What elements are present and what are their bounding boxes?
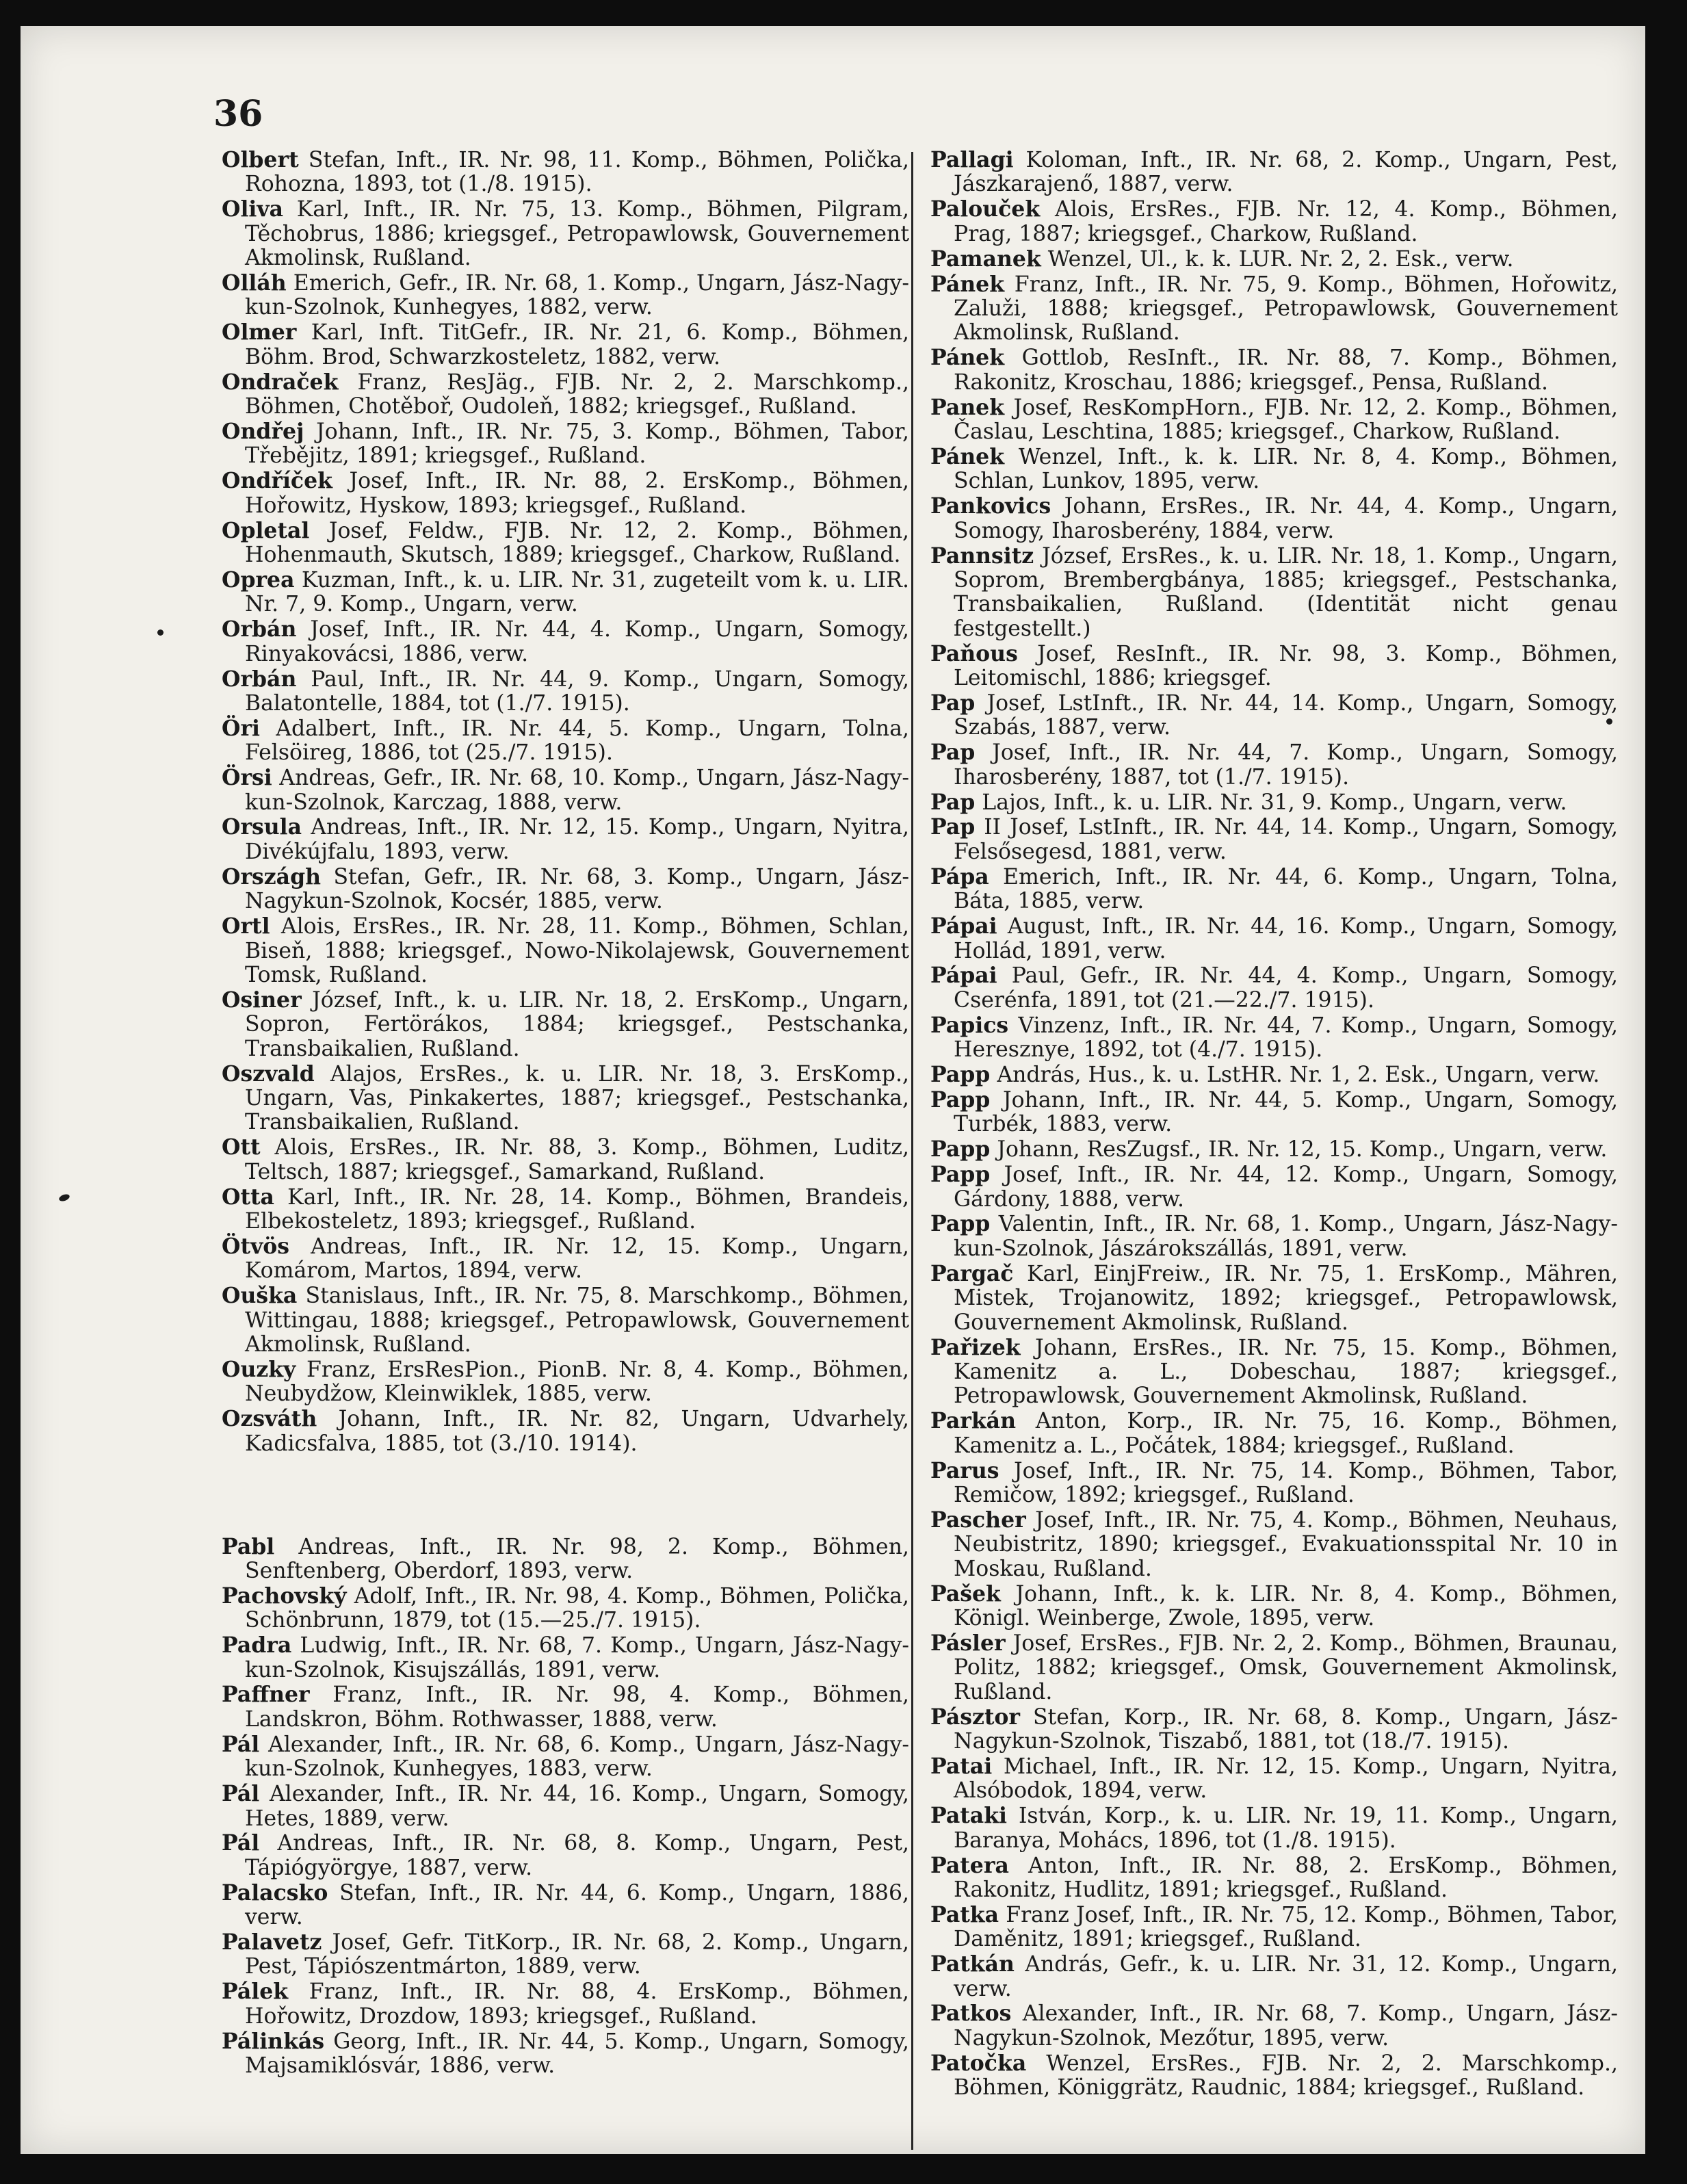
entry-details: Josef, Gefr. TitKorp., IR. Nr. 68, 2. Komp., Ungarn, Pest, Tápiószentmárton, 1889, verw. bbox=[245, 1930, 909, 1979]
entry-surname: Pašek bbox=[930, 1581, 1001, 1607]
register-entry bbox=[222, 197, 909, 270]
entry-surname: Ott bbox=[222, 1134, 261, 1160]
entry-details: August, Inft., IR. Nr. 44, 16. Komp., Ungarn, Somogy, Hollád, 1891, verw. bbox=[954, 914, 1618, 963]
register-entry bbox=[222, 1732, 909, 1782]
entry-details: Alois, ErsRes., FJB. Nr. 12, 4. Komp., Böhmen, Prag, 1887; kriegsgef., Charkow, Rußland. bbox=[954, 197, 1618, 246]
entry-surname: Pap bbox=[930, 814, 976, 840]
register-entry bbox=[222, 1633, 909, 1682]
entry-details: Paul, Inft., IR. Nr. 44, 9. Komp., Ungarn, Somogy, Balatontelle, 1884, tot (1./7. 1915). bbox=[245, 666, 910, 716]
entry-surname: Patera bbox=[930, 1852, 1009, 1878]
entry-surname: Pál bbox=[222, 1830, 260, 1856]
register-entry bbox=[930, 1804, 1618, 1853]
entry-surname: Palouček bbox=[930, 196, 1041, 222]
entry-surname: Orbán bbox=[222, 616, 297, 642]
register-entry bbox=[930, 395, 1618, 445]
entry-details: Franz, ErsResPion., PionB. Nr. 8, 4. Komp., Böhmen, Neubydžow, Kleinwiklek, 1885, verw. bbox=[245, 1357, 909, 1407]
entry-surname: Pap bbox=[930, 740, 976, 766]
register-entry bbox=[222, 1234, 909, 1284]
register-entry bbox=[222, 1284, 909, 1357]
entry-details: Georg, Inft., IR. Nr. 44, 5. Komp., Ungarn, Somogy, Majsamiklósvár, 1886, verw. bbox=[245, 2029, 909, 2079]
register-entry bbox=[930, 544, 1618, 642]
register-entry bbox=[222, 370, 909, 419]
entry-details: Andreas, Inft., IR. Nr. 12, 15. Komp., Ungarn, Nyitra, Divékújfalu, 1893, verw. bbox=[245, 815, 909, 864]
entry-surname: Pargač bbox=[930, 1260, 1014, 1286]
entry-details: Alajos, ErsRes., k. u. LIR. Nr. 18, 3. ErsKomp., Ungarn, Vas, Pinkakertes, 1887; kriegsgef., Pestschanka, Transbaikalien, Rußland. bbox=[245, 1061, 909, 1135]
entry-surname: Parus bbox=[930, 1457, 999, 1483]
entry-details: Josef, Inft., IR. Nr. 44, 7. Komp., Ungarn, Somogy, Iharosberény, 1887, tot (1./7. 1915). bbox=[954, 740, 1619, 790]
entry-details: Michael, Inft., IR. Nr. 12, 15. Komp., Ungarn, Nyitra, Alsóbodok, 1894, verw. bbox=[954, 1754, 1619, 1804]
entry-details: Karl, EinjFreiw., IR. Nr. 75, 1. ErsKomp., Mähren, Mistek, Trojanowitz, 1892; kriegsgef., Petropawlowsk, Gouvernement Akmolinsk, Rußland. bbox=[954, 1261, 1618, 1335]
register-entry bbox=[930, 2051, 1618, 2101]
scan-speck bbox=[157, 629, 164, 636]
register-entry bbox=[930, 865, 1618, 914]
entry-surname: Pařizek bbox=[930, 1334, 1021, 1360]
register-entry bbox=[930, 1262, 1618, 1335]
entry-details: Karl, Inft., IR. Nr. 28, 14. Komp., Böhmen, Brandeis, Elbekosteletz, 1893; kriegsgef., Rußland. bbox=[245, 1184, 909, 1234]
entry-surname: Pachovský bbox=[222, 1583, 347, 1609]
register-entry bbox=[222, 1831, 909, 1880]
entry-surname: Otta bbox=[222, 1184, 274, 1210]
entry-surname: Pásler bbox=[930, 1630, 1006, 1656]
entry-details: Josef, Inft., IR. Nr. 75, 4. Komp., Böhmen, Neuhaus, Neubistritz, 1890; kriegsgef., Evakuationsspital Nr. 10 in Moskau, Rußland. bbox=[954, 1507, 1619, 1581]
entry-details: Alexander, Inft., IR. Nr. 44, 16. Komp., Ungarn, Somogy, Hetes, 1889, verw. bbox=[245, 1782, 909, 1831]
entry-details: Johann, Inft., IR. Nr. 44, 5. Komp., Ungarn, Somogy, Turbék, 1883, verw. bbox=[954, 1087, 1619, 1137]
register-entry bbox=[222, 419, 909, 469]
entry-details: Stanislaus, Inft., IR. Nr. 75, 8. Marschkomp., Böhmen, Wittingau, 1888; kriegsgef., Petropawlowsk, Gouvernement Akmolinsk, Rußland. bbox=[245, 1284, 909, 1357]
entry-surname: Pál bbox=[222, 1731, 260, 1757]
register-entry bbox=[222, 1979, 909, 2029]
entry-details: Franz Josef, Inft., IR. Nr. 75, 12. Komp., Böhmen, Tabor, Daměnitz, 1891; kriegsgef., Rußland. bbox=[954, 1902, 1618, 1952]
entry-details: Josef, Inft., IR. Nr. 44, 4. Komp., Ungarn, Somogy, Rinyakovácsi, 1886, verw. bbox=[245, 617, 909, 666]
register-entry bbox=[222, 1881, 909, 1930]
register-entry bbox=[930, 691, 1618, 740]
register-entry bbox=[222, 1185, 909, 1234]
register-entry bbox=[222, 1135, 909, 1184]
entry-surname: Pankovics bbox=[930, 493, 1051, 519]
register-entry bbox=[930, 1336, 1618, 1409]
entry-details: Koloman, Inft., IR. Nr. 68, 2. Komp., Ungarn, Pest, Jászkarajenő, 1887, verw. bbox=[954, 148, 1619, 197]
entry-surname: Ondříček bbox=[222, 468, 332, 494]
entry-details: Emerich, Gefr., IR. Nr. 68, 1. Komp., Ungarn, Jász-Nagy-kun-Szolnok, Kunhegyes, 1882, verw. bbox=[245, 271, 909, 320]
entry-details: Josef, Inft., IR. Nr. 88, 2. ErsKomp., Böhmen, Hořowitz, Hyskow, 1893; kriegsgef., Rußland. bbox=[245, 469, 909, 518]
entry-details: András, Hus., k. u. LstHR. Nr. 1, 2. Esk., Ungarn, verw. bbox=[997, 1063, 1600, 1088]
entry-details: Alexander, Inft., IR. Nr. 68, 6. Komp., Ungarn, Jász-Nagy-kun-Szolnok, Kunhegyes, 1883, verw. bbox=[245, 1732, 910, 1782]
entry-surname: Olbert bbox=[222, 147, 299, 172]
entry-details: Anton, Inft., IR. Nr. 88, 2. ErsKomp., Böhmen, Rakonitz, Hudlitz, 1891; kriegsgef., Rußland. bbox=[954, 1853, 1618, 1902]
entry-surname: Ozsváth bbox=[222, 1406, 317, 1432]
entry-surname: Ötvös bbox=[222, 1233, 290, 1259]
register-entry bbox=[222, 568, 909, 617]
entry-details: Gottlob, ResInft., IR. Nr. 88, 7. Komp., Böhmen, Rakonitz, Kroschau, 1886; kriegsgef., Pensa, Rußland. bbox=[954, 346, 1618, 395]
entry-details: József, Inft., k. u. LIR. Nr. 18, 2. ErsKomp., Ungarn, Sopron, Fertörákos, 1884; kriegsgef., Pestschanka, Transbaikalien, Rußland. bbox=[245, 987, 909, 1061]
register-entry bbox=[930, 1459, 1618, 1508]
register-entry bbox=[930, 1854, 1618, 1903]
entry-surname: Osiner bbox=[222, 987, 302, 1013]
entry-surname: Pál bbox=[222, 1781, 260, 1807]
entry-surname: Öri bbox=[222, 715, 261, 741]
register-entry bbox=[930, 197, 1618, 246]
entry-surname: Ondraček bbox=[222, 369, 339, 395]
entry-surname: Oszvald bbox=[222, 1061, 315, 1087]
entry-details: Josef, Inft., IR. Nr. 75, 14. Komp., Böhmen, Tabor, Remičow, 1892; kriegsgef., Rußland. bbox=[954, 1458, 1619, 1507]
entry-details: Andreas, Inft., IR. Nr. 68, 8. Komp., Ungarn, Pest, Tápiógyörgye, 1887, verw. bbox=[245, 1831, 909, 1880]
entry-surname: Olláh bbox=[222, 270, 287, 296]
register-entry bbox=[222, 1782, 909, 1831]
register-entry bbox=[930, 1508, 1618, 1581]
entry-surname: Parkán bbox=[930, 1408, 1016, 1434]
entry-surname: Pálek bbox=[222, 1979, 289, 2005]
scan-speck bbox=[1606, 718, 1612, 725]
register-entry bbox=[930, 1063, 1618, 1087]
entry-surname: Pabl bbox=[222, 1533, 275, 1559]
entry-surname: Pap bbox=[930, 789, 976, 815]
entry-surname: Pallagi bbox=[930, 147, 1014, 172]
entry-details: Anton, Korp., IR. Nr. 75, 16. Komp., Böhmen, Kamenitz a. L., Počátek, 1884; kriegsgef., Rußland. bbox=[954, 1409, 1618, 1458]
entry-details: Alois, ErsRes., IR. Nr. 28, 11. Komp., Böhmen, Schlan, Biseň, 1888; kriegsgef., Nowo-Nikolajewsk, Gouvernement Tomsk, Rußland. bbox=[245, 914, 909, 987]
register-entry bbox=[930, 740, 1618, 790]
entry-details: Johann, ErsRes., IR. Nr. 75, 15. Komp., Böhmen, Kamenitz a. L., Dobeschau, 1887; kriegsgef., Petropawlowsk, Gouvernement Akmolinsk, Rußland. bbox=[954, 1335, 1618, 1409]
entry-surname: Oprea bbox=[222, 567, 295, 593]
register-entry bbox=[222, 1062, 909, 1135]
register-entry bbox=[930, 1137, 1618, 1162]
entry-surname: Ondřej bbox=[222, 418, 304, 444]
entry-surname: Ouška bbox=[222, 1283, 298, 1309]
entry-details: Johann, Inft., k. k. LIR. Nr. 8, 4. Komp., Böhmen, Königl. Weinberge, Zwole, 1895, verw. bbox=[954, 1581, 1619, 1630]
entry-surname: Panek bbox=[930, 394, 1005, 420]
entry-details: Karl, Inft. TitGefr., IR. Nr. 21, 6. Komp., Böhmen, Böhm. Brod, Schwarzkosteletz, 1882, verw. bbox=[245, 320, 910, 369]
entry-details: Wenzel, Ul., k. k. LUR. Nr. 2, 2. Esk., verw. bbox=[1047, 246, 1514, 272]
entry-surname: Opletal bbox=[222, 517, 310, 543]
entry-surname: Pápa bbox=[930, 863, 989, 889]
register-entry bbox=[930, 1212, 1618, 1261]
entry-details: Josef, ResInft., IR. Nr. 98, 3. Komp., Böhmen, Leitomischl, 1886; kriegsgef. bbox=[954, 641, 1618, 691]
column-divider bbox=[911, 152, 913, 2150]
register-entry bbox=[930, 1952, 1618, 2001]
entry-details: Josef, ResKompHorn., FJB. Nr. 12, 2. Komp., Böhmen, Časlau, Leschtina, 1885; kriegsgef., Charkow, Rußland. bbox=[954, 395, 1618, 444]
register-entry bbox=[930, 2001, 1618, 2051]
register-entry bbox=[930, 247, 1618, 272]
entry-surname: Padra bbox=[222, 1633, 292, 1659]
register-entry bbox=[930, 1013, 1618, 1063]
register-entry bbox=[930, 815, 1618, 864]
entry-details: Franz, Inft., IR. Nr. 98, 4. Komp., Böhmen, Landskron, Böhm. Rothwasser, 1888, verw. bbox=[245, 1682, 909, 1732]
page-number: 36 bbox=[213, 93, 263, 135]
register-entry bbox=[930, 1088, 1618, 1137]
entry-details: Johann, ResZugsf., IR. Nr. 12, 15. Komp., Ungarn, verw. bbox=[997, 1137, 1608, 1162]
entry-surname: Örsi bbox=[222, 765, 272, 791]
entry-details: Adalbert, Inft., IR. Nr. 44, 5. Komp., Ungarn, Tolna, Felsöireg, 1886, tot (25./7. 1915). bbox=[245, 716, 910, 766]
register-entry bbox=[930, 790, 1618, 815]
entry-surname: Palacsko bbox=[222, 1880, 328, 1906]
entry-surname: Papp bbox=[930, 1062, 991, 1088]
register-entry bbox=[930, 445, 1618, 494]
entry-surname: Pápai bbox=[930, 963, 997, 989]
entry-details: Wenzel, Inft., k. k. LIR. Nr. 8, 4. Komp., Böhmen, Schlan, Lunkov, 1895, verw. bbox=[954, 444, 1619, 494]
document-page bbox=[21, 26, 1645, 2154]
register-entry bbox=[930, 1705, 1618, 1754]
entry-surname: Patočka bbox=[930, 2050, 1027, 2076]
entry-surname: Pataki bbox=[930, 1803, 1008, 1829]
entry-details: Josef, Inft., IR. Nr. 44, 12. Komp., Ungarn, Somogy, Gárdony, 1888, verw. bbox=[954, 1162, 1618, 1212]
entry-surname: Pápai bbox=[930, 913, 997, 939]
right-column bbox=[930, 148, 1618, 2101]
entry-details: Johann, Inft., IR. Nr. 82, Ungarn, Udvarhely, Kadicsfalva, 1885, tot (3./10. 1914). bbox=[245, 1407, 910, 1456]
register-entry bbox=[930, 642, 1618, 691]
register-entry bbox=[930, 1409, 1618, 1458]
entry-surname: Patkán bbox=[930, 1951, 1015, 1977]
entry-surname: Papics bbox=[930, 1012, 1009, 1038]
entry-details: Josef, ErsRes., FJB. Nr. 2, 2. Komp., Böhmen, Braunau, Politz, 1882; kriegsgef., Omsk, Gouvernement Akmolinsk, Rußland. bbox=[954, 1630, 1619, 1704]
entry-details: Stefan, Korp., IR. Nr. 68, 8. Komp., Ungarn, Jász-Nagykun-Szolnok, Tiszabő, 1881, tot (18./7. 1915). bbox=[954, 1704, 1618, 1754]
entry-details: Paul, Gefr., IR. Nr. 44, 4. Komp., Ungarn, Somogy, Cserénfa, 1891, tot (21.—22./7. 1915). bbox=[954, 963, 1618, 1013]
entry-details: András, Gefr., k. u. LIR. Nr. 31, 12. Komp., Ungarn, verw. bbox=[954, 1952, 1619, 2001]
register-entry bbox=[222, 667, 909, 716]
register-entry bbox=[930, 1582, 1618, 1631]
entry-surname: Papp bbox=[930, 1162, 991, 1188]
register-entry bbox=[222, 1584, 909, 1633]
entry-details: József, ErsRes., k. u. LIR. Nr. 18, 1. Komp., Ungarn, Soprom, Brembergbánya, 1885; kriegsgef., Pestschanka, Transbaikalien, Rußland. (Identität nicht genau festgestellt.) bbox=[954, 543, 1619, 641]
entry-surname: Patka bbox=[930, 1901, 999, 1927]
register-entry bbox=[222, 617, 909, 666]
entry-details: Josef, Feldw., FJB. Nr. 12, 2. Komp., Böhmen, Hohenmauth, Skutsch, 1889; kriegsgef., Charkow, Rußland. bbox=[245, 518, 909, 567]
register-entry bbox=[222, 815, 909, 864]
entry-surname: Patai bbox=[930, 1753, 993, 1779]
register-entry bbox=[222, 1357, 909, 1407]
register-entry bbox=[222, 148, 909, 197]
entry-surname: Pannsitz bbox=[930, 543, 1034, 569]
register-entry bbox=[222, 519, 909, 568]
entry-surname: Olmer bbox=[222, 320, 297, 346]
register-entry bbox=[930, 494, 1618, 543]
register-entry bbox=[222, 320, 909, 369]
entry-surname: Pánek bbox=[930, 271, 1005, 297]
register-entry bbox=[222, 2029, 909, 2079]
entry-details: Alexander, Inft., IR. Nr. 68, 7. Komp., Ungarn, Jász-Nagykun-Szolnok, Mezőtur, 1895, verw. bbox=[954, 2001, 1619, 2051]
entry-surname: Orsula bbox=[222, 814, 302, 840]
register-entry bbox=[222, 1930, 909, 1979]
entry-details: Johann, Inft., IR. Nr. 75, 3. Komp., Böhmen, Tabor, Třebějitz, 1891; kriegsgef., Rußland. bbox=[245, 419, 910, 469]
register-entry bbox=[222, 469, 909, 518]
entry-details: Franz, Inft., IR. Nr. 88, 4. ErsKomp., Böhmen, Hořowitz, Drozdow, 1893; kriegsgef., Rußland. bbox=[245, 1979, 909, 2029]
entry-details: Stefan, Gefr., IR. Nr. 68, 3. Komp., Ungarn, Jász-Nagykun-Szolnok, Kocsér, 1885, verw. bbox=[245, 864, 910, 914]
register-entry bbox=[930, 1754, 1618, 1804]
entry-details: II Josef, LstInft., IR. Nr. 44, 14. Komp., Ungarn, Somogy, Felsősegesd, 1881, verw. bbox=[954, 815, 1618, 864]
entry-details: Franz, Inft., IR. Nr. 75, 9. Komp., Böhmen, Hořowitz, Zaluži, 1888; kriegsgef., Petropawlowsk, Gouvernement Akmolinsk, Rußland. bbox=[954, 272, 1618, 346]
register-entry bbox=[930, 1903, 1618, 1952]
entry-surname: Pascher bbox=[930, 1507, 1026, 1533]
scan-speck bbox=[58, 1193, 70, 1203]
entry-details: Franz, ResJäg., FJB. Nr. 2, 2. Marschkomp., Böhmen, Chotěboř, Oudoleň, 1882; kriegsgef., Rußland. bbox=[245, 369, 909, 419]
register-entry bbox=[222, 716, 909, 766]
left-column bbox=[222, 148, 909, 2079]
entry-surname: Papp bbox=[930, 1211, 991, 1237]
register-entry bbox=[930, 914, 1618, 963]
entry-surname: Országh bbox=[222, 863, 321, 889]
register-entry bbox=[222, 1535, 909, 1584]
register-entry bbox=[930, 1631, 1618, 1704]
register-entry bbox=[222, 1682, 909, 1732]
entry-details: Stefan, Inft., IR. Nr. 44, 6. Komp., Ungarn, 1886, verw. bbox=[245, 1880, 909, 1930]
section-gap bbox=[222, 1457, 909, 1535]
entry-surname: Pálinkás bbox=[222, 2028, 325, 2054]
register-entry bbox=[222, 1407, 909, 1456]
entry-details: Valentin, Inft., IR. Nr. 68, 1. Komp., Ungarn, Jász-Nagy-kun-Szolnok, Jászárokszállás, 1891, verw. bbox=[954, 1212, 1619, 1261]
entry-details: Andreas, Inft., IR. Nr. 12, 15. Komp., Ungarn, Komárom, Martos, 1894, verw. bbox=[245, 1234, 909, 1284]
register-entry bbox=[930, 346, 1618, 395]
entry-surname: Pásztor bbox=[930, 1704, 1021, 1730]
entry-details: Lajos, Inft., k. u. LIR. Nr. 31, 9. Komp., Ungarn, verw. bbox=[982, 790, 1567, 815]
register-entry bbox=[222, 766, 909, 815]
register-entry bbox=[930, 963, 1618, 1013]
entry-surname: Patkos bbox=[930, 2001, 1012, 2027]
register-entry bbox=[222, 271, 909, 320]
entry-details: Karl, Inft., IR. Nr. 75, 13. Komp., Böhmen, Pilgram, Těchobrus, 1886; kriegsgef., Petropawlowsk, Gouvernement Akmolinsk, Rußland. bbox=[245, 197, 910, 271]
entry-details: Johann, ErsRes., IR. Nr. 44, 4. Komp., Ungarn, Somogy, Iharosberény, 1884, verw. bbox=[954, 494, 1619, 543]
entry-details: Andreas, Inft., IR. Nr. 98, 2. Komp., Böhmen, Senftenberg, Oberdorf, 1893, verw. bbox=[245, 1534, 909, 1583]
entry-details: Kuzman, Inft., k. u. LIR. Nr. 31, zugeteilt vom k. u. LIR. Nr. 7, 9. Komp., Ungarn, verw. bbox=[245, 567, 909, 617]
entry-surname: Ouzky bbox=[222, 1356, 296, 1382]
register-entry bbox=[222, 914, 909, 987]
entry-surname: Ortl bbox=[222, 913, 270, 939]
entry-surname: Oliva bbox=[222, 196, 284, 222]
register-entry bbox=[930, 272, 1618, 346]
register-entry bbox=[222, 988, 909, 1061]
entry-details: István, Korp., k. u. LIR. Nr. 19, 11. Komp., Ungarn, Baranya, Mohács, 1896, tot (1./8. 1915). bbox=[954, 1804, 1619, 1853]
entry-surname: Paffner bbox=[222, 1682, 310, 1708]
entry-surname: Pamanek bbox=[930, 246, 1041, 272]
entry-surname: Pánek bbox=[930, 345, 1005, 371]
entry-details: Adolf, Inft., IR. Nr. 98, 4. Komp., Böhmen, Polička, Schönbrunn, 1879, tot (15.—25./7. 1915). bbox=[245, 1583, 909, 1633]
entry-surname: Pap bbox=[930, 690, 976, 716]
entry-details: Andreas, Gefr., IR. Nr. 68, 10. Komp., Ungarn, Jász-Nagy-kun-Szolnok, Karczag, 1888, verw. bbox=[245, 766, 909, 815]
entry-surname: Orbán bbox=[222, 666, 297, 692]
register-entry bbox=[930, 148, 1618, 197]
entry-details: Wenzel, ErsRes., FJB. Nr. 2, 2. Marschkomp., Böhmen, Königgrätz, Raudnic, 1884; kriegsgef., Rußland. bbox=[954, 2051, 1618, 2101]
entry-details: Josef, LstInft., IR. Nr. 44, 14. Komp., Ungarn, Somogy, Szabás, 1887, verw. bbox=[954, 690, 1618, 740]
register-entry bbox=[222, 865, 909, 914]
entry-surname: Paňous bbox=[930, 640, 1018, 666]
entry-details: Alois, ErsRes., IR. Nr. 88, 3. Komp., Böhmen, Luditz, Teltsch, 1887; kriegsgef., Samarkand, Rußland. bbox=[245, 1135, 909, 1184]
entry-details: Emerich, Inft., IR. Nr. 44, 6. Komp., Ungarn, Tolna, Báta, 1885, verw. bbox=[954, 864, 1618, 914]
entry-surname: Pánek bbox=[930, 443, 1005, 469]
register-entry bbox=[930, 1162, 1618, 1212]
entry-surname: Palavetz bbox=[222, 1929, 322, 1955]
entry-surname: Papp bbox=[930, 1087, 991, 1113]
entry-details: Ludwig, Inft., IR. Nr. 68, 7. Komp., Ungarn, Jász-Nagy-kun-Szolnok, Kisujszállás, 1891, verw. bbox=[245, 1633, 909, 1682]
entry-details: Stefan, Inft., IR. Nr. 98, 11. Komp., Böhmen, Polička, Rohozna, 1893, tot (1./8. 1915). bbox=[245, 148, 909, 197]
entry-details: Vinzenz, Inft., IR. Nr. 44, 7. Komp., Ungarn, Somogy, Heresznye, 1892, tot (4./7. 1915). bbox=[954, 1013, 1618, 1063]
entry-surname: Papp bbox=[930, 1136, 991, 1162]
